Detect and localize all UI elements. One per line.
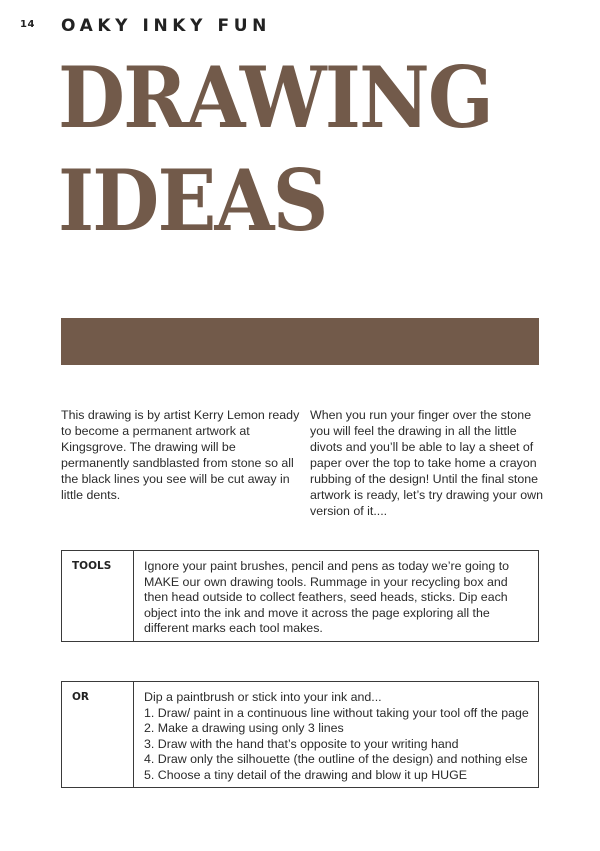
tools-label: TOOLS <box>62 551 134 641</box>
or-content <box>134 682 538 787</box>
tools-text: Ignore your paint brushes, pencil and pens as today we’re going to MAKE our own drawing tools. Rummage in your recycling box and then head outside to collect feathers, seed heads, sticks. Dip each object into the ink and move it across the page exploring all the different marks each tool makes. <box>144 559 510 635</box>
title-line-1: DRAWING <box>58 48 493 147</box>
page-title <box>58 46 492 252</box>
accent-bar <box>61 318 539 365</box>
tools-content <box>134 551 538 641</box>
section-title: OAKY INKY FUN <box>61 16 271 36</box>
intro-paragraph-left: This drawing is by artist Kerry Lemon ready to become a permanent artwork at Kingsgrove. The drawing will be permanently sandblasted from stone so all the black lines you see will be cut away in little dents. <box>61 408 300 502</box>
step-item: 1. Draw/ paint in a continuous line without taking your tool off the page <box>144 705 529 720</box>
or-label: OR <box>62 682 134 787</box>
or-box <box>61 681 539 788</box>
step-item: 5. Choose a tiny detail of the drawing and blow it up HUGE <box>144 767 468 782</box>
steps-list <box>144 706 530 784</box>
page-number: 14 <box>20 19 35 30</box>
or-intro-text: Dip a paintbrush or stick into your ink and... <box>144 690 382 704</box>
step-item: 4. Draw only the silhouette (the outline of the design) and nothing else <box>144 752 528 766</box>
intro-paragraph-right: When you run your finger over the stone you will feel the drawing in all the little divots and you’ll be able to lay a sheet of paper over the top to take home a crayon rubbing of the design! Until the final stone artwork is ready, let’s try drawing your own version of it.... <box>310 408 543 518</box>
step-item: 2. Make a drawing using only 3 lines <box>144 721 344 735</box>
title-line-2: IDEAS <box>58 151 327 250</box>
tools-box <box>61 550 539 642</box>
step-item: 3. Draw with the hand that’s opposite to your writing hand <box>144 736 459 751</box>
